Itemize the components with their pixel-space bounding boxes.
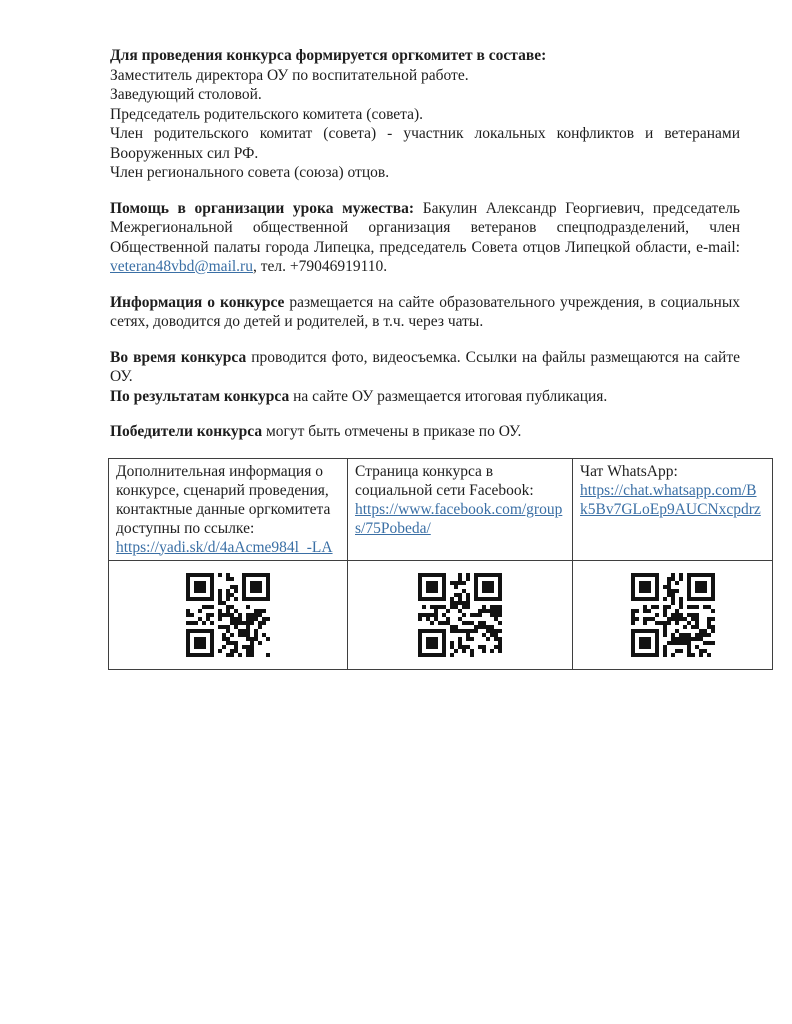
results-text: на сайте ОУ размещается итоговая публикация.: [289, 387, 608, 405]
table-cell-extra-info: [109, 458, 348, 560]
during-text: проводится фото, видеосъемка. Ссылки на файлы размещаются на сайте ОУ.: [110, 348, 740, 385]
links-table: [108, 458, 773, 670]
qr-facebook-icon: [416, 571, 504, 659]
winners-paragraph: [110, 422, 740, 442]
winners-label: Победители конкурса: [110, 423, 263, 440]
table-cell-whatsapp: [573, 458, 773, 560]
table-cell-qr-whatsapp: [573, 560, 773, 669]
help-label: Помощь в организации урока мужества:: [110, 199, 415, 217]
table-cell-facebook: [348, 458, 573, 560]
committee-item: Заместитель директора ОУ по воспитательной работе.: [110, 66, 469, 84]
yadisk-link[interactable]: https://yadi.sk/d/4aAcme984l_-LA: [116, 538, 333, 556]
table-cell-qr-facebook: [348, 560, 573, 669]
table-text-row: [109, 458, 773, 560]
info-text: размещается на сайте образовательного учреждения, в социальных сетях, доводится до детей и родителей, в т.ч. через чаты.: [110, 293, 740, 330]
cell-text-facebook: Страница конкурса в социальной сети Facebook:: [355, 462, 534, 499]
qr-whatsapp-icon: [629, 571, 717, 659]
winners-text: могут быть отмечены в приказе по ОУ.: [262, 423, 522, 440]
qr-yadisk-icon: [184, 571, 272, 659]
cell-text-extra-info: Дополнительная информация о конкурсе, сценарий проведения, контактные данные оргкомитета доступны по ссылке:: [116, 462, 331, 537]
facebook-link[interactable]: https://www.facebook.com/groups/75Pobeda/: [355, 500, 563, 537]
whatsapp-link[interactable]: https://chat.whatsapp.com/Bk5Bv7GLoEp9AUCNxcpdrz: [580, 481, 761, 518]
committee-item: Председатель родительского комитета (совета).: [110, 105, 424, 123]
table-qr-row: [109, 560, 773, 669]
help-paragraph: [110, 199, 740, 277]
committee-item: Член регионального совета (союза) отцов.: [110, 164, 390, 181]
cell-text-whatsapp: Чат WhatsApp:: [580, 462, 678, 480]
info-paragraph: [110, 293, 740, 332]
committee-heading: Для проведения конкурса формируется оргкомитет в составе:: [110, 47, 547, 64]
help-text-after: , тел. +79046919110.: [252, 258, 388, 275]
committee-item: Заведующий столовой.: [110, 86, 262, 103]
during-paragraph: [110, 348, 740, 387]
results-label: По результатам конкурса: [110, 387, 290, 405]
committee-item: Член родительского комитат (совета) - участник локальных конфликтов и ветеранами Вооруженных сил РФ.: [110, 125, 740, 162]
email-link[interactable]: veteran48vbd@mail.ru: [110, 258, 253, 275]
table-cell-qr-yadisk: [109, 560, 348, 669]
help-text-before: Бакулин Александр Георгиевич, председатель Межрегиональной общественной организация ветеранов спецподразделений, член Общественной палаты города Липецка, председатель Совета отцов Липецкой области, e-mail:: [110, 199, 741, 256]
info-label: Информация о конкурсе: [110, 293, 285, 311]
results-paragraph: [110, 387, 740, 407]
committee-paragraph: [110, 46, 740, 183]
during-label: Во время конкурса: [110, 348, 247, 366]
